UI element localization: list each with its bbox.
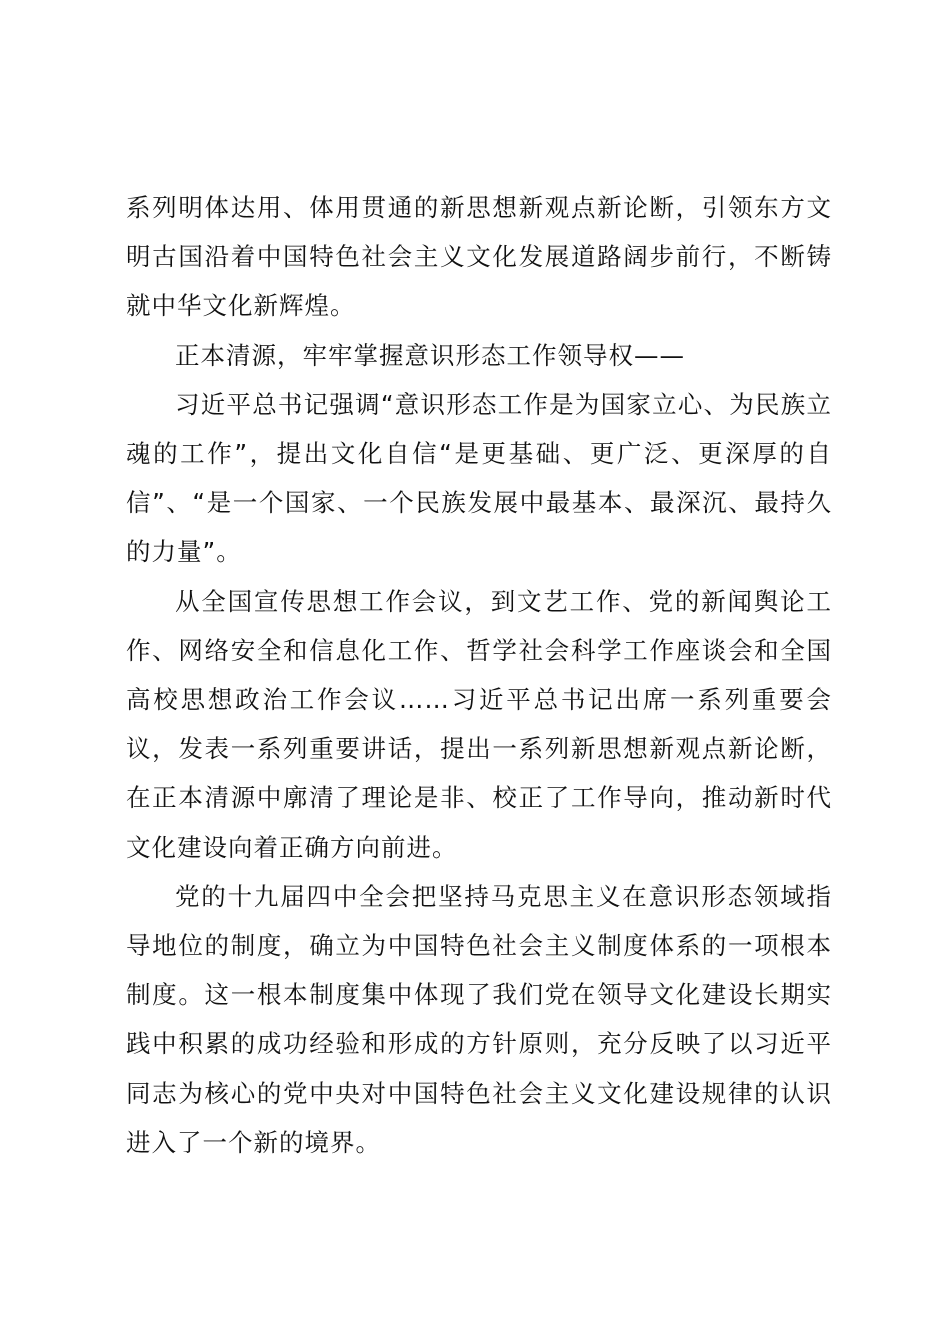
document-body bbox=[126, 183, 832, 1167]
paragraph: 从全国宣传思想工作会议，到文艺工作、党的新闻舆论工作、网络安全和信息化工作、哲学社会科学工作座谈会和全国高校思想政治工作会议……习近平总书记出席一系列重要会议，发表一系列重要讲话，提出一系列新思想新观点新论断，在正本清源中廓清了理论是非、校正了工作导向，推动新时代文化建设向着正确方向前进。 bbox=[126, 586, 832, 862]
paragraph: 党的十九届四中全会把坚持马克思主义在意识形态领域指导地位的制度，确立为中国特色社会主义制度体系的一项根本制度。这一根本制度集中体现了我们党在领导文化建设长期实践中积累的成功经验和形成的方针原则，充分反映了以习近平同志为核心的党中央对中国特色社会主义文化建设规律的认识进入了一个新的境界。 bbox=[126, 881, 832, 1157]
paragraph-heading: 正本清源，牢牢掌握意识形态工作领导权—— bbox=[175, 340, 685, 370]
paragraph-continuation: 系列明体达用、体用贯通的新思想新观点新论断，引领东方文明古国沿着中国特色社会主义文化发展道路阔步前行，不断铸就中华文化新辉煌。 bbox=[126, 193, 832, 321]
paragraph: 习近平总书记强调“意识形态工作是为国家立心、为民族立魂的工作”，提出文化自信“是更基础、更广泛、更深厚的自信”、“是一个国家、一个民族发展中最基本、最深沉、最持久的力量”。 bbox=[126, 389, 832, 567]
